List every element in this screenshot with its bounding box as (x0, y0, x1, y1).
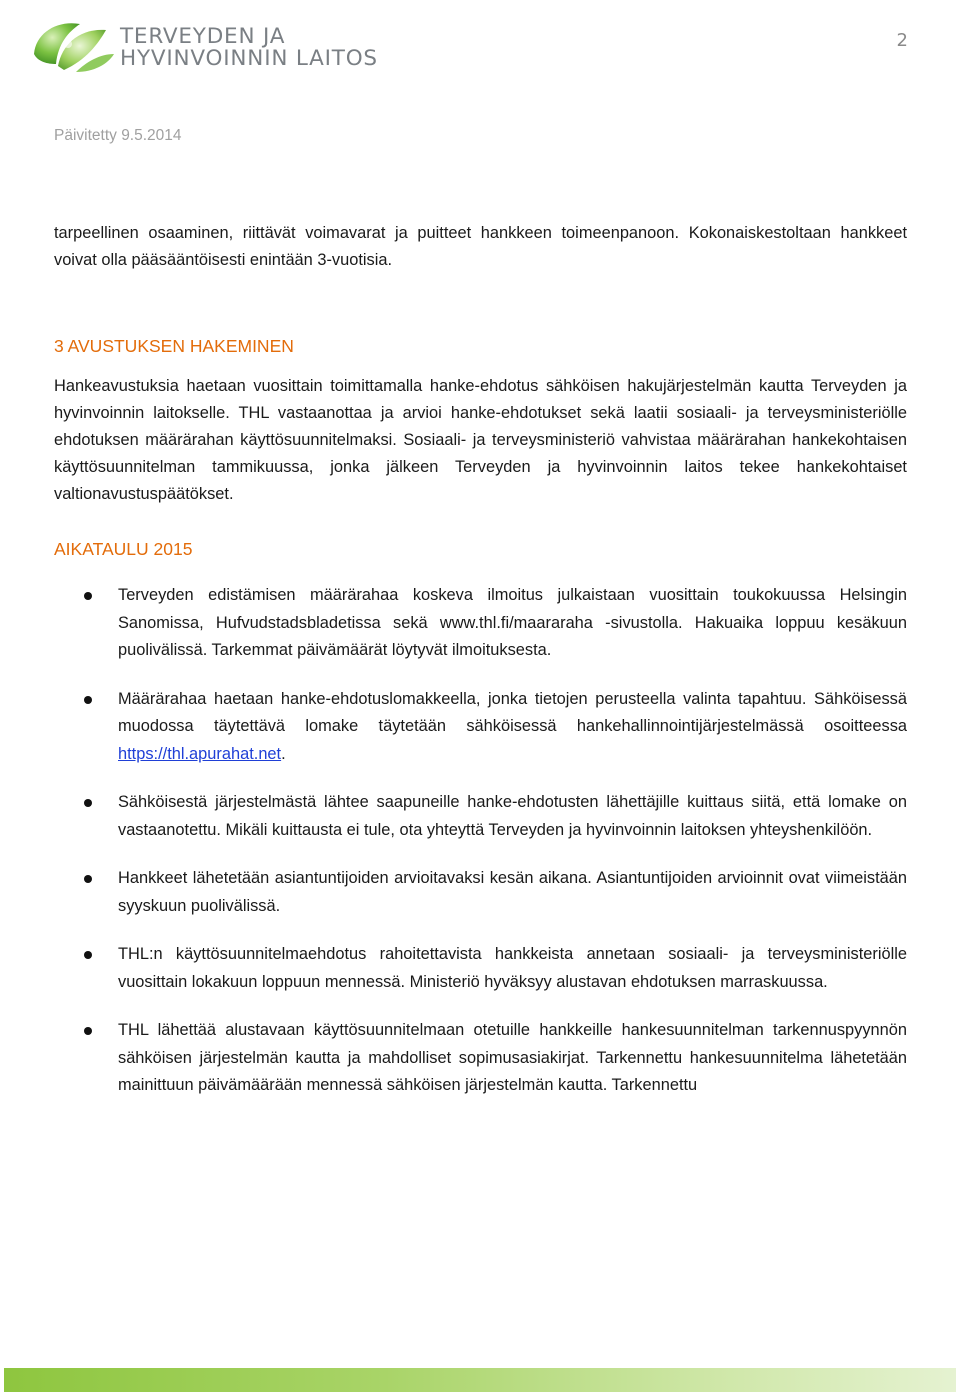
bullet-icon (84, 951, 92, 959)
list-item-text: THL lähettää alustavaan käyttösuunnitelmaan otetuille hankkeille hankesuunnitelman tarkennuspyynnön sähköisen järjestelmän kautta ja mahdolliset sopimusasiakirjat. Tarkennettu hankesuunnitelma lähetetään mainittuun päivämäärään mennessä sähköisen järjestelmän kautta. Tarkennettu (118, 1021, 907, 1094)
list-item-text: Terveyden edistämisen määrärahaa koskeva ilmoitus julkaistaan vuosittain toukokuussa Helsingin Sanomissa, Hufvudstadsbladetissa sekä www.thl.fi/maararaha -sivustolla. Hakuaika loppuu kesäkuun puolivälissä. Tarkemmat päivämäärät löytyvät ilmoituksesta. (118, 586, 907, 659)
page-number: 2 (896, 30, 908, 51)
bullet-icon (84, 799, 92, 807)
apply-paragraph: Hankeavustuksia haetaan vuosittain toimittamalla hanke-ehdotus sähköisen hakujärjestelmän kautta Terveyden ja hyvinvoinnin laitokselle. THL vastaanottaa ja arvioi hanke-ehdotukset sekä laatii sosiaali- ja terveysministeriölle ehdotuksen määrärahan käyttösuunnitelmaksi. Sosiaali- ja terveysministeriö vahvistaa määrärahan hankekohtaisen käyttösuunnitelman tammikuussa, jonka jälkeen Terveyden ja hyvinvoinnin laitos tekee hankekohtaiset valtionavustuspäätökset. (54, 377, 907, 503)
thl-leaf-logo-icon (28, 14, 120, 78)
section-heading-apply: 3 AVUSTUKSEN HAKEMINEN (54, 336, 294, 356)
list-item (54, 789, 907, 844)
bullet-icon (84, 875, 92, 883)
list-item (54, 582, 907, 665)
bullet-icon (84, 592, 92, 600)
intro-paragraph: tarpeellinen osaaminen, riittävät voimavarat ja puitteet hankkeen toimeenpanoon. Kokonaiskestoltaan hankkeet voivat olla pääsääntöisesti enintään 3-vuotisia. (54, 224, 907, 269)
logo-line-1: TERVEYDEN JA (120, 24, 286, 49)
bullet-icon (84, 696, 92, 704)
section-heading-schedule: AIKATAULU 2015 (54, 539, 193, 559)
thl-logo (28, 14, 388, 80)
list-item (54, 1017, 907, 1100)
document-body (54, 220, 907, 1121)
list-item (54, 941, 907, 996)
bullet-icon (84, 1027, 92, 1035)
page-header (0, 0, 960, 90)
list-item (54, 865, 907, 920)
apurahat-link[interactable]: https://thl.apurahat.net (118, 744, 282, 763)
list-item-text-end: . (281, 744, 286, 763)
list-item-text: THL:n käyttösuunnitelmaehdotus rahoitettavista hankkeista annetaan sosiaali- ja terveysministeriölle vuosittain lokakuun loppuun mennessä. Ministeriö hyväksyy alustavan ehdotuksen marraskuussa. (118, 945, 907, 991)
logo-text (120, 26, 378, 70)
list-item (54, 686, 907, 769)
list-item-text: Määrärahaa haetaan hanke-ehdotuslomakkeella, jonka tietojen perusteella valinta tapahtuu. Sähköisessä muodossa täytettävä lomake täytetään sähköisessä hankehallinnointijärjestelmässä osoitteessa (118, 689, 907, 735)
list-item-text: Sähköisestä järjestelmästä lähtee saapuneille hanke-ehdotusten lähettäjille kuittaus siitä, että lomake on vastaanotettu. Mikäli kuittausta ei tule, ota yhteyttä Terveyden ja hyvinvoinnin laitoksen yhteyshenkilöön. (118, 793, 907, 839)
logo-line-2: HYVINVOINNIN LAITOS (120, 46, 378, 71)
list-item-text: Hankkeet lähetetään asiantuntijoiden arvioitavaksi kesän aikana. Asiantuntijoiden arvioinnit ovat viimeistään syyskuun puolivälissä. (118, 869, 907, 915)
schedule-list (54, 582, 907, 1100)
footer-bar (4, 1368, 956, 1392)
updated-date: Päivitetty 9.5.2014 (54, 127, 182, 144)
